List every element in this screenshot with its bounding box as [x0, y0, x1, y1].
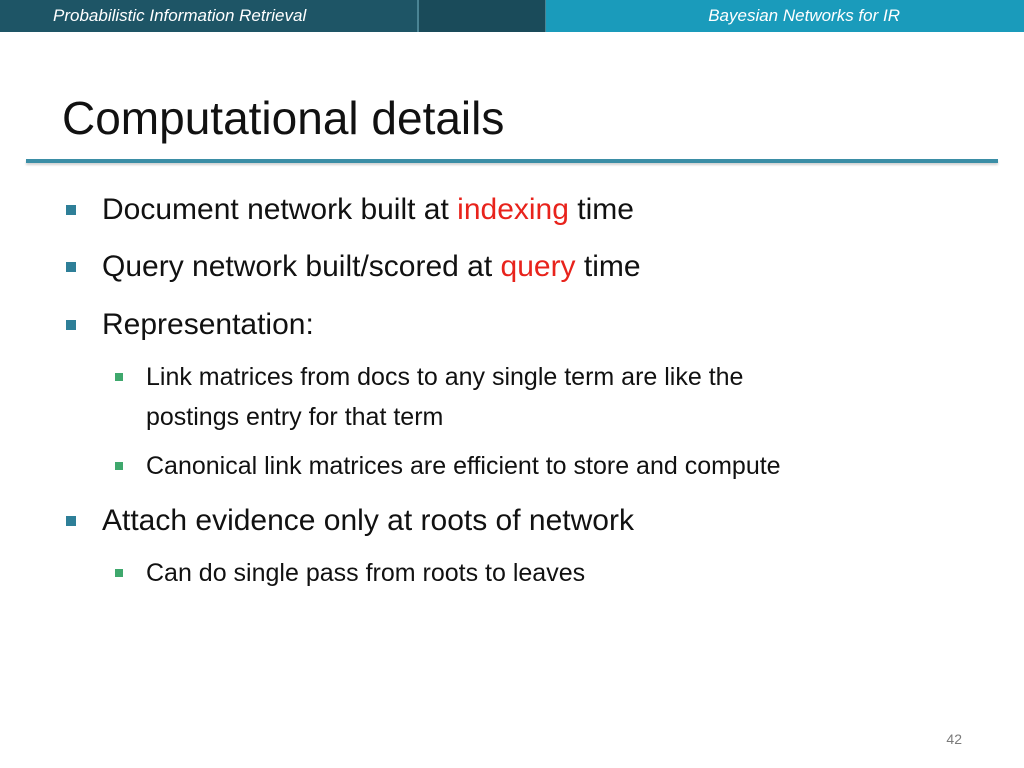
- square-bullet-icon: [66, 320, 76, 330]
- bullet-item: [102, 249, 641, 285]
- sub-bullet-continuation: [146, 402, 443, 433]
- bullet-highlight: indexing: [457, 193, 569, 226]
- bullet-text: Representation:: [102, 308, 314, 341]
- bullet-item: [102, 192, 634, 228]
- banner-left-section: [0, 0, 418, 32]
- bullet-item: [102, 307, 314, 343]
- bullet-text: Attach evidence only at roots of network: [102, 504, 634, 537]
- square-bullet-icon: [115, 462, 123, 470]
- banner-course-title: Probabilistic Information Retrieval: [53, 6, 307, 25]
- sub-bullet-text: Link matrices from docs to any single term are like the: [146, 363, 744, 391]
- page-number: 42: [946, 731, 962, 747]
- bullet-text: time: [575, 250, 641, 283]
- banner-section-title: Bayesian Networks for IR: [708, 6, 900, 25]
- square-bullet-icon: [66, 516, 76, 526]
- square-bullet-icon: [66, 262, 76, 272]
- banner-divider: [417, 0, 419, 32]
- square-bullet-icon: [115, 373, 123, 381]
- bullet-text: Document network built at: [102, 193, 458, 226]
- banner-right-section: [546, 0, 1024, 32]
- sub-bullet-item: [146, 558, 585, 589]
- banner-middle-section: [418, 0, 546, 32]
- slide-title: Computational details: [62, 92, 505, 144]
- bullet-item: [102, 503, 634, 539]
- bullet-highlight: query: [500, 250, 576, 283]
- sub-bullet-text: postings entry for that term: [146, 403, 444, 431]
- sub-bullet-text: Canonical link matrices are efficient to store and compute: [146, 452, 781, 480]
- header-banner: [0, 0, 1024, 32]
- bullet-text: time: [568, 193, 634, 226]
- bullet-text: Query network built/scored at: [102, 250, 501, 283]
- sub-bullet-item: [146, 362, 743, 393]
- sub-bullet-item: [146, 451, 781, 482]
- title-underline: [26, 159, 998, 163]
- square-bullet-icon: [115, 569, 123, 577]
- square-bullet-icon: [66, 205, 76, 215]
- sub-bullet-text: Can do single pass from roots to leaves: [146, 559, 586, 587]
